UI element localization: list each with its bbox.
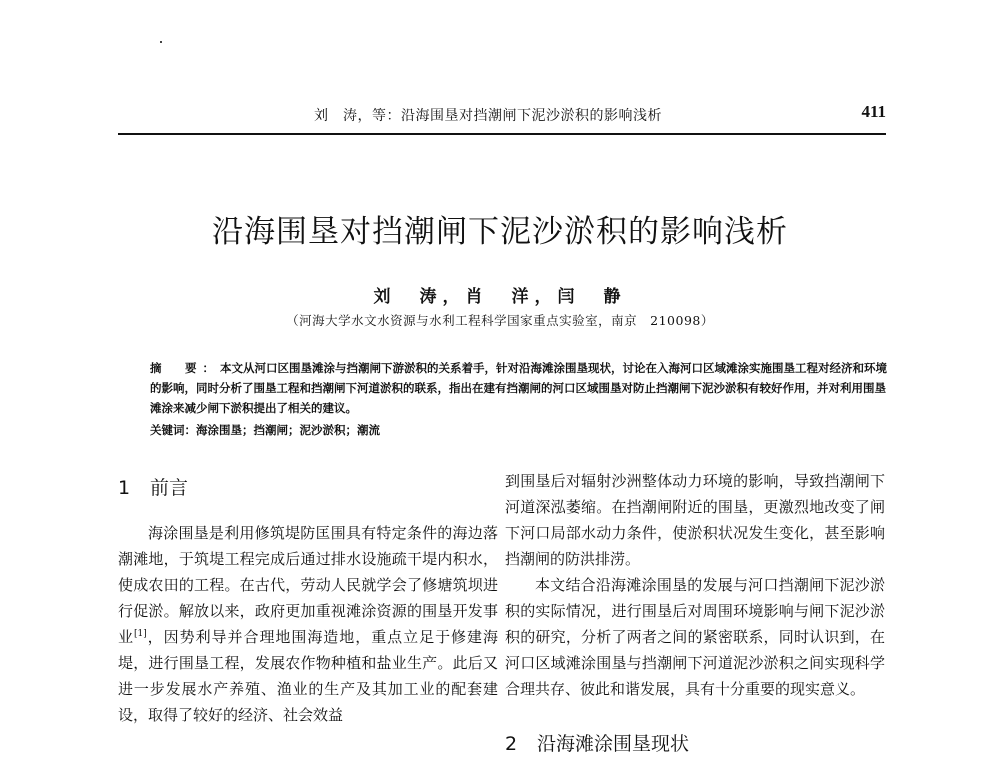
running-header [118,99,886,135]
section-2-number: 2 [505,733,518,755]
paper-title: 沿海围垦对挡潮闸下泥沙淤积的影响浅析 [212,214,788,250]
section-1-title: 前言 [150,477,189,499]
left-column [118,466,498,728]
paragraph-text-a: 海涂围垦是利用修筑堤防匡围具有特定条件的海边落潮滩地，于筑堤工程完成后通过排水设施疏干堤内积水，使成农田的工程。在古代，劳动人民就学会了修塘筑坝进行促淤。解放以来，政府更加重视滩涂资源的围垦开发事业 [118,524,498,646]
section-2-title: 沿海滩涂围垦现状 [537,733,690,755]
keywords-label: 关键词： [150,423,196,437]
keywords-line [150,420,890,440]
section-1-heading [118,466,498,510]
right-column [505,468,885,776]
keywords-text: 海涂围垦；挡潮闸；泥沙淤积；潮流 [196,423,380,437]
affiliation: （河海大学水文水资源与水利工程科学国家重点实验室，南京 210098） [286,313,714,328]
section-1-number: 1 [118,477,131,499]
paragraph-text-b: ，因势利导并合理地围海造地，重点立足于修建海堤，进行围垦工程，发展农作物种植和盐业生产。此后又进一步发展水产养殖、渔业的生产及其加工业的配套建设，取得了较好的经济、社会效益 [118,628,498,724]
abstract-block [150,358,890,440]
section-2-heading [505,722,885,766]
continued-paragraph: 到围垦后对辐射沙洲整体动力环境的影响，导致挡潮闸下河道深泓萎缩。在挡潮闸附近的围垦，更激烈地改变了闸下河口局部水动力条件，使淤积状况发生变化，甚至影响挡潮闸的防洪排涝。 [505,472,885,568]
citation-ref: [1] [133,629,147,639]
abstract-label: 摘 要： [150,361,220,375]
abstract-text: 本文从河口区围垦滩涂与挡潮闸下游淤积的关系着手，针对沿海滩涂围垦现状，讨论在入海河口区域滩涂实施围垦工程对经济和环境的影响，同时分析了围垦工程和挡潮闸下河道淤积的联系，指出在建有挡潮闸的河口区域围垦对防止挡潮闸下泥沙淤积有较好作用，并对利用围垦滩涂来减少闸下淤积提出了相关的建议。 [150,361,887,415]
intro-paragraph-2: 本文结合沿海滩涂围垦的发展与河口挡潮闸下泥沙淤积的实际情况，进行围垦后对周围环境影响与闸下泥沙淤积的研究，分析了两者之间的紧密联系，同时认识到，在河口区域滩涂围垦与挡潮闸下河道泥沙淤积之间实现科学合理共存、彼此和谐发展，具有十分重要的现实意义。 [505,576,885,698]
section-1-paragraph [118,520,498,728]
author-list: 刘 涛，肖 洋，闫 静 [373,287,627,307]
abstract-paragraph [150,358,890,418]
running-title: 刘 涛，等：沿海围垦对挡潮闸下泥沙淤积的影响浅析 [314,108,662,124]
page-number: 411 [861,102,886,121]
scan-speck [160,41,162,43]
